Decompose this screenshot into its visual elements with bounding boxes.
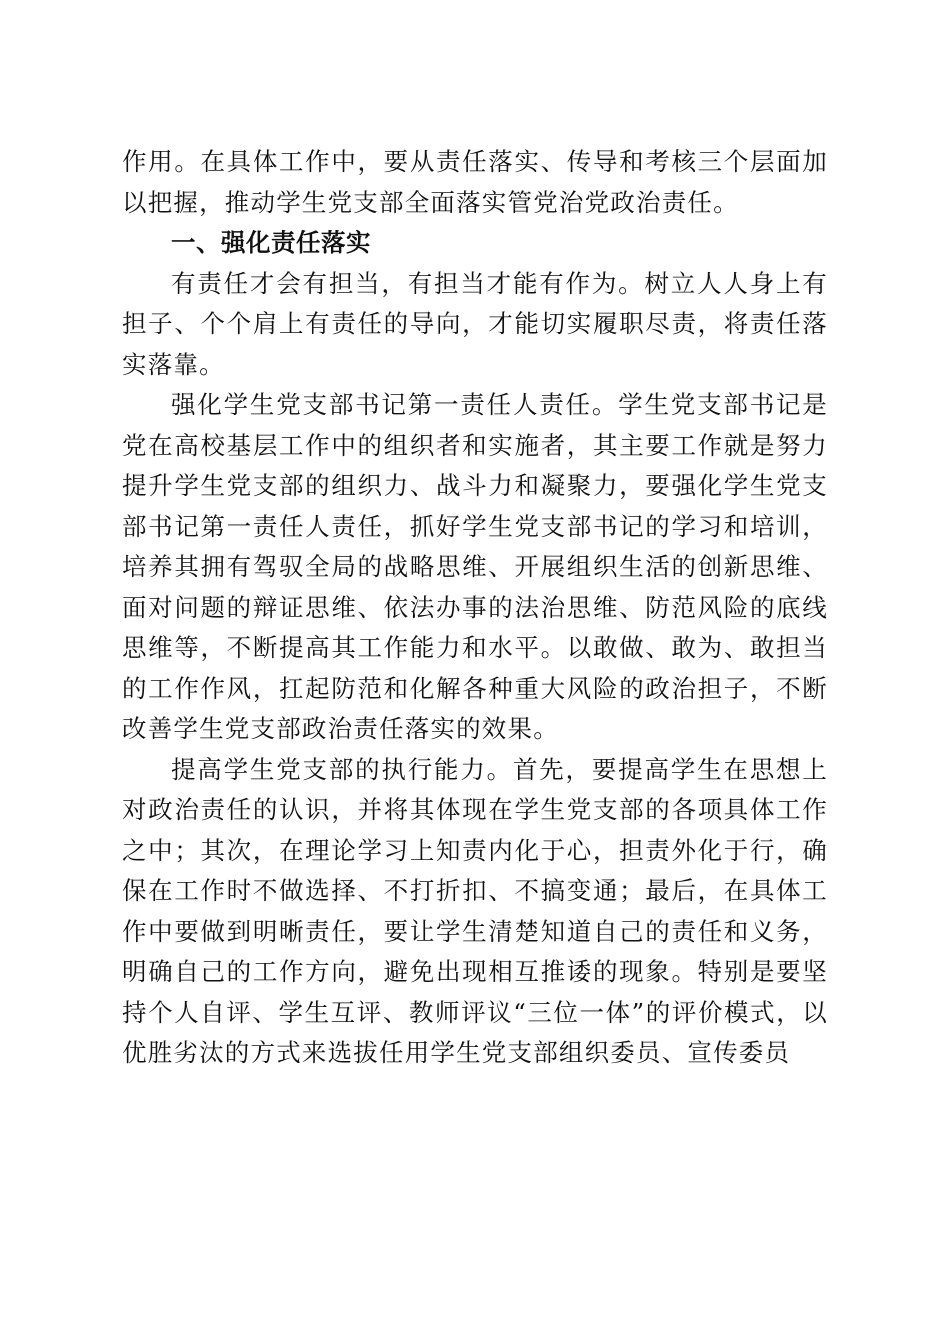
body-paragraph-responsibility: 有责任才会有担当，有担当才能有作为。树立人人身上有担子、个个肩上有责任的导向，才能切实履职尽责，将责任落实落靠。 (122, 268, 828, 379)
section-heading: 一、强化责任落实 (171, 228, 371, 257)
body-paragraph-execution: 提高学生党支部的执行能力。首先，要提高学生在思想上对政治责任的认识，并将其体现在学生党支部的各项具体工作之中；其次，在理论学习上知责内化于心，担责外化于行，确保在工作时不做选择、不打折扣、不搞变通；最后，在具体工作中要做到明晰责任，要让学生清楚知道自己的责任和义务，明确自己的工作方向，避免出现相互推诿的现象。特别是要坚持个人自评、学生互评、教师评议“三位一体”的评价模式，以优胜劣汰的方式来选拔任用学生党支部组织委员、宣传委员 (122, 754, 828, 1067)
body-paragraph-secretary: 强化学生党支部书记第一责任人责任。学生党支部书记是党在高校基层工作中的组织者和实施者，其主要工作就是努力提升学生党支部的组织力、战斗力和凝聚力，要强化学生党支部书记第一责任人责任，抓好学生党支部书记的学习和培训，培养其拥有驾驭全局的战略思维、开展组织生活的创新思维、面对问题的辩证思维、依法办事的法治思维、防范风险的底线思维等，不断提高其工作能力和水平。以敢做、敢为、敢担当的工作作风，扛起防范和化解各种重大风险的政治担子，不断改善学生党支部政治责任落实的效果。 (122, 390, 828, 743)
document-body (122, 142, 828, 1074)
continuation-paragraph: 作用。在具体工作中，要从责任落实、传导和考核三个层面加以把握，推动学生党支部全面落实管党治党政治责任。 (122, 147, 828, 217)
